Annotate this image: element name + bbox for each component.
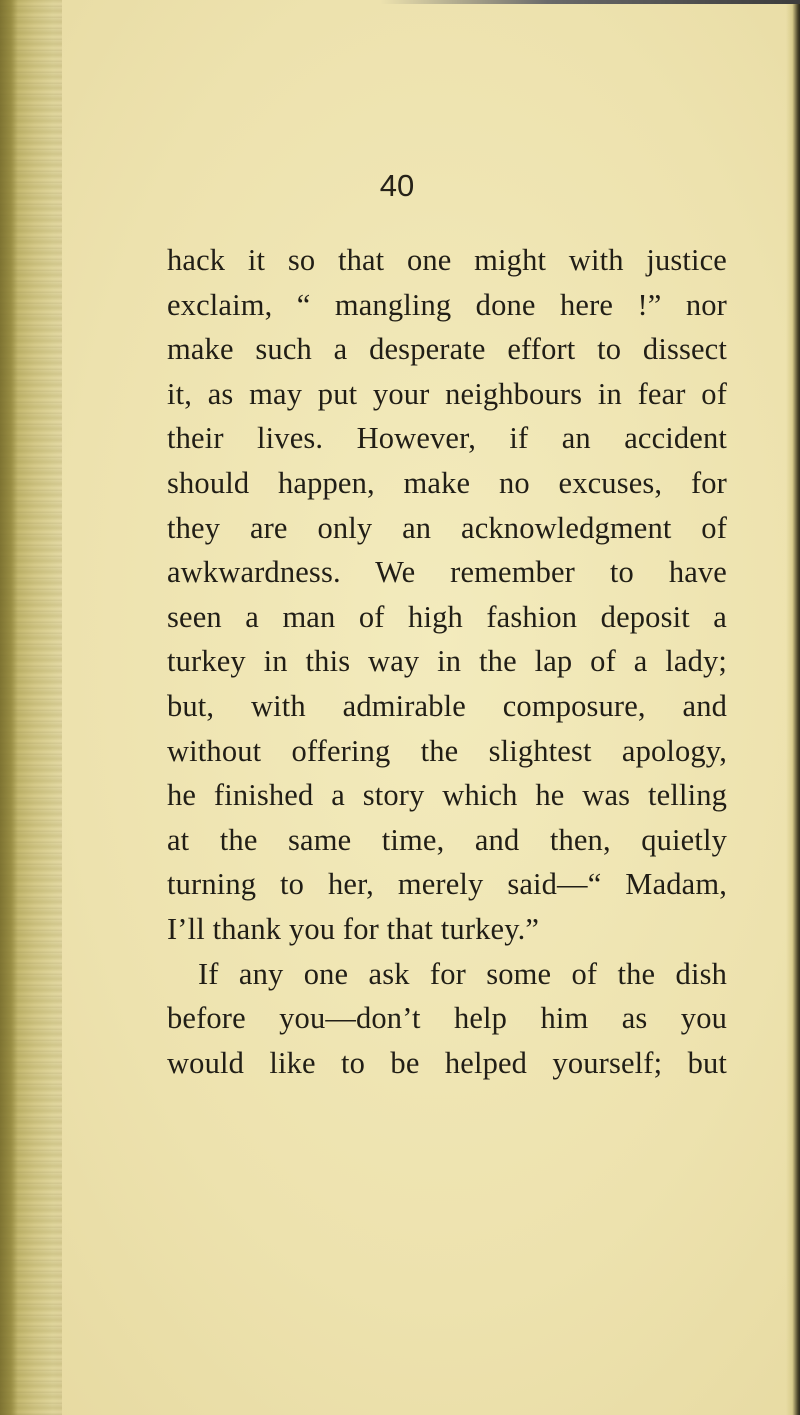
text-line: they are only an acknowledgment of bbox=[167, 510, 727, 545]
text-line: hack it so that one might with justice bbox=[167, 243, 727, 277]
text-line: it, as may put your neighbours in fear of bbox=[167, 376, 727, 411]
body-text bbox=[167, 238, 727, 1085]
text-line: make such a desperate effort to dissect bbox=[167, 332, 727, 367]
text-line: I’ll thank you for that turkey.” bbox=[167, 911, 540, 946]
page-right-edge bbox=[786, 0, 800, 1415]
page-top-edge bbox=[380, 0, 800, 4]
text-line: their lives. However, if an accident bbox=[167, 421, 727, 456]
text-line: should happen, make no excuses, for bbox=[167, 465, 727, 500]
text-line: seen a man of high fashion deposit a bbox=[167, 599, 727, 634]
binding-edge bbox=[0, 0, 18, 1415]
text-line: turkey in this way in the lap of a lady; bbox=[167, 644, 727, 679]
text-line: awkwardness. We remember to have bbox=[167, 555, 727, 590]
text-line: before you—don’t help him as you bbox=[167, 1001, 727, 1036]
text-line: but, with admirable composure, and bbox=[167, 688, 727, 723]
text-line: If any one ask for some of the dish bbox=[198, 956, 727, 991]
text-line: turning to her, merely said—“ Madam, bbox=[167, 867, 727, 902]
text-line: without offering the slightest apology, bbox=[167, 733, 727, 768]
text-line: he finished a story which he was telling bbox=[167, 778, 727, 813]
text-line: at the same time, and then, quietly bbox=[167, 822, 727, 857]
page-number: 40 bbox=[379, 168, 415, 203]
text-line: would like to be helped yourself; but bbox=[167, 1045, 727, 1080]
text-line: exclaim, “ mangling done here !” nor bbox=[167, 287, 727, 322]
